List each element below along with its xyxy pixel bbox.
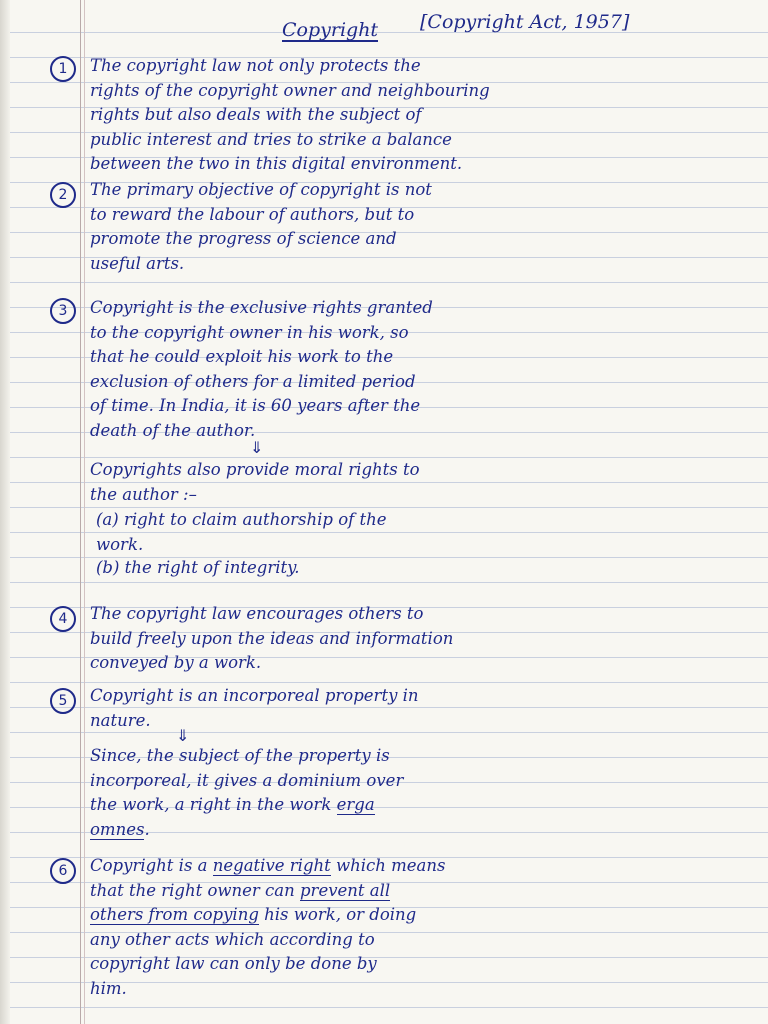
point-number: 3: [50, 298, 76, 324]
page-subtitle: [Copyright Act, 1957]: [420, 11, 630, 33]
point-text: The copyright law encourages others to build freely upon the ideas and information conveyed by a work.: [90, 604, 454, 673]
subtext-part: Since, the subject of the property is incorporeal, it gives a dominium over the work, a right in the work: [90, 746, 404, 815]
point-number: 6: [50, 858, 76, 884]
text-part: his work, or doing any other acts which according to copyright law can only be done by him.: [90, 905, 417, 998]
page-title: Copyright: [282, 19, 379, 41]
list-item: (a) right to claim authorship of the work.: [96, 510, 387, 554]
underlined-term: erga omnes: [90, 795, 375, 839]
point-number: 4: [50, 606, 76, 632]
text-part: Copyright is a: [90, 856, 213, 875]
margin-line: [80, 0, 81, 1024]
point-text: [90, 854, 730, 1002]
point-subtext: Copyrights also provide moral rights to the author :–: [90, 460, 420, 504]
point-subtext: [90, 744, 730, 842]
point-number: 5: [50, 688, 76, 714]
text-part: which means that the right owner can: [90, 856, 446, 900]
point-text: Copyright is an incorporeal property in nature.: [90, 686, 419, 730]
point-number: 2: [50, 182, 76, 208]
subtext-part: .: [144, 819, 150, 839]
underlined-term: negative right: [212, 856, 331, 875]
underlined-term: prevent all others from copying: [90, 880, 391, 925]
page-edge-shadow: [0, 0, 10, 1024]
point-number: 1: [50, 56, 76, 82]
point-text: The copyright law not only protects the rights of the copyright owner and neighbouring rights but also deals with the subject of public interest and tries to strike a balance between the two in this digital environment.: [90, 56, 490, 174]
list-item: (b) the right of integrity.: [96, 558, 300, 577]
down-arrow-icon: ⇓: [176, 726, 190, 745]
point-text: The primary objective of copyright is not to reward the labour of authors, but to promote the progress of science and useful arts.: [90, 180, 432, 273]
margin-line-inner: [84, 0, 85, 1024]
page-heading: [282, 8, 752, 42]
point-text: Copyright is the exclusive rights granted to the copyright owner in his work, so that he could exploit his work to the exclusion of others for a limited period of time. In India, it is 60 years after the death of the author.: [90, 298, 433, 440]
down-arrow-icon: ⇓: [250, 438, 264, 457]
